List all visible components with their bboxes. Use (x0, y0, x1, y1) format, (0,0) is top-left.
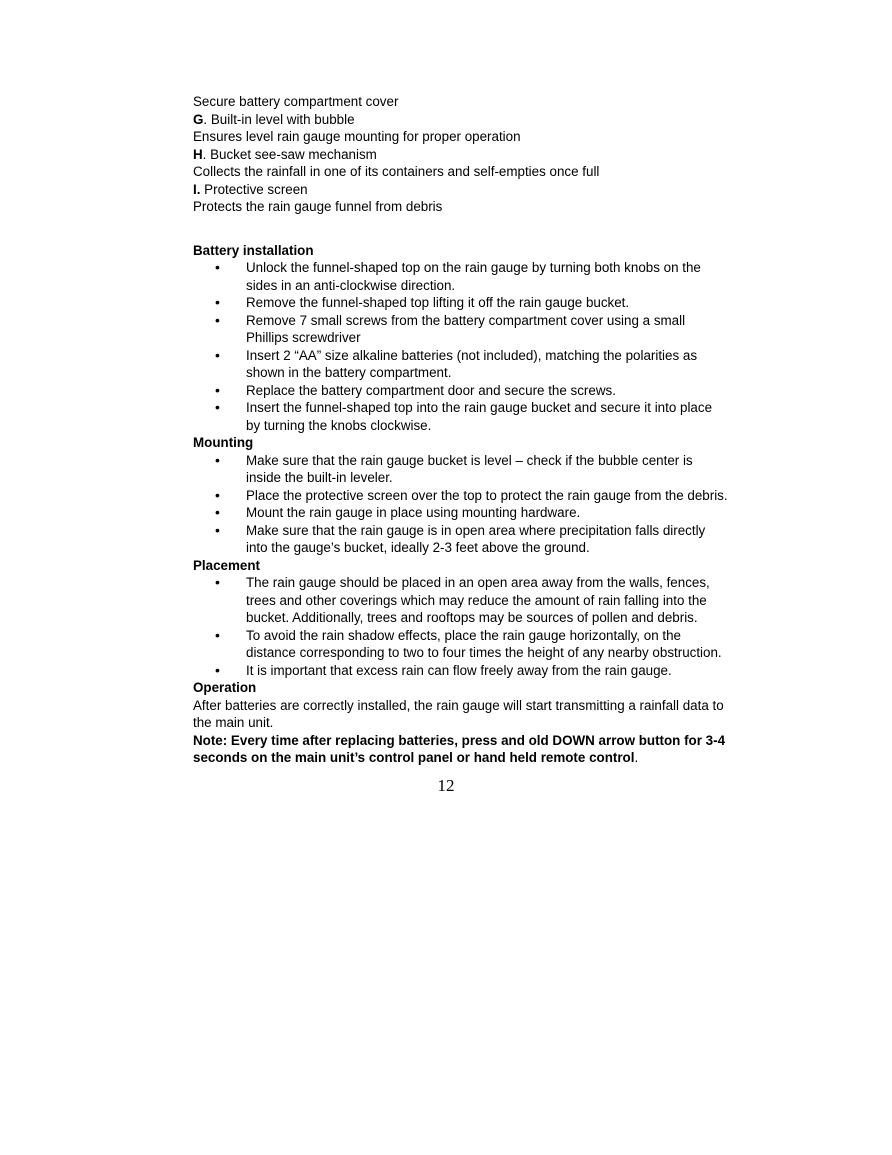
list-item: • Replace the battery compartment door and secure the screws. (215, 381, 616, 398)
intro-line: Ensures level rain gauge mounting for proper operation (193, 129, 521, 144)
list-item: • The rain gauge should be placed in an open area away from the walls, fences, trees and other coverings which may reduce the amount of rain falling into the bucket. Additionally, trees and rooftops may be sources of pollen and debris. (215, 574, 710, 625)
bullet-icon: • (215, 294, 220, 310)
item-letter-g: G (193, 111, 204, 127)
list-item: • Place the protective screen over the top to protect the rain gauge from the debris. (215, 486, 728, 503)
bullet-icon: • (215, 346, 220, 363)
bullet-list (193, 452, 728, 557)
operation-section (193, 679, 728, 767)
list-item: • Unlock the funnel-shaped top on the rain gauge by turning both knobs on the sides in an anti-clockwise direction. (215, 259, 701, 293)
bullet-icon: • (215, 504, 220, 520)
bullet-icon: • (215, 521, 220, 538)
placement-section (193, 557, 728, 680)
bullet-icon: • (215, 451, 220, 468)
battery-installation-section (193, 242, 728, 435)
bullet-icon: • (215, 661, 220, 678)
mounting-section (193, 434, 728, 557)
intro-line: Protects the rain gauge funnel from debris (193, 199, 443, 214)
bullet-icon: • (215, 259, 220, 275)
bullet-icon: • (215, 311, 220, 328)
note-text: Note: Every time after replacing batteries, press and old DOWN arrow button for 3-4 seconds on the main unit’s control panel or hand held remote control. (193, 732, 726, 765)
list-item: • Make sure that the rain gauge bucket is level – check if the bubble center is inside the built-in leveler. (215, 451, 693, 485)
bullet-icon: • (215, 399, 220, 415)
list-item: • Remove 7 small screws from the battery compartment cover using a small Phillips screwdriver (215, 311, 686, 345)
section-heading: Battery installation (193, 242, 314, 258)
item-letter-h: H (193, 146, 203, 162)
list-item: • To avoid the rain shadow effects, place the rain gauge horizontally, on the distance corresponding to two to four times the height of any nearby obstruction. (215, 626, 722, 660)
list-item: • Insert 2 “AA” size alkaline batteries (not included), matching the polarities as shown in the battery compartment. (215, 346, 698, 380)
section-heading: Placement (193, 557, 260, 573)
list-item: • Insert the funnel-shaped top into the rain gauge bucket and secure it into place by turning the knobs clockwise. (215, 399, 713, 433)
list-item: • Remove the funnel-shaped top lifting it off the rain gauge bucket. (215, 294, 630, 310)
list-item: • Mount the rain gauge in place using mounting hardware. (215, 504, 581, 520)
bullet-icon: • (215, 486, 220, 503)
operation-text: After batteries are correctly installed, the rain gauge will start transmitting a rainfall data to the main unit. (193, 697, 724, 730)
section-heading: Mounting (193, 435, 254, 450)
page-number: 12 (437, 776, 455, 795)
intro-line: Secure battery compartment cover (193, 94, 399, 109)
list-item: • It is important that excess rain can flow freely away from the rain gauge. (215, 661, 672, 678)
bullet-list (193, 259, 728, 434)
section-heading: Operation (193, 680, 257, 695)
intro-line: I. Protective screen (193, 181, 308, 197)
item-letter-i: I. (193, 181, 201, 197)
bullet-icon: • (215, 381, 220, 398)
bullet-list (193, 574, 728, 679)
document-page (193, 93, 728, 767)
bullet-icon: • (215, 626, 220, 643)
intro-line: G. Built-in level with bubble (193, 111, 355, 127)
bullet-icon: • (215, 574, 220, 590)
intro-section (193, 93, 728, 216)
intro-line: Collects the rainfall in one of its containers and self-empties once full (193, 164, 600, 179)
intro-line: H. Bucket see-saw mechanism (193, 146, 377, 162)
list-item: • Make sure that the rain gauge is in open area where precipitation falls directly into the gauge’s bucket, ideally 2-3 feet above the ground. (215, 521, 706, 555)
